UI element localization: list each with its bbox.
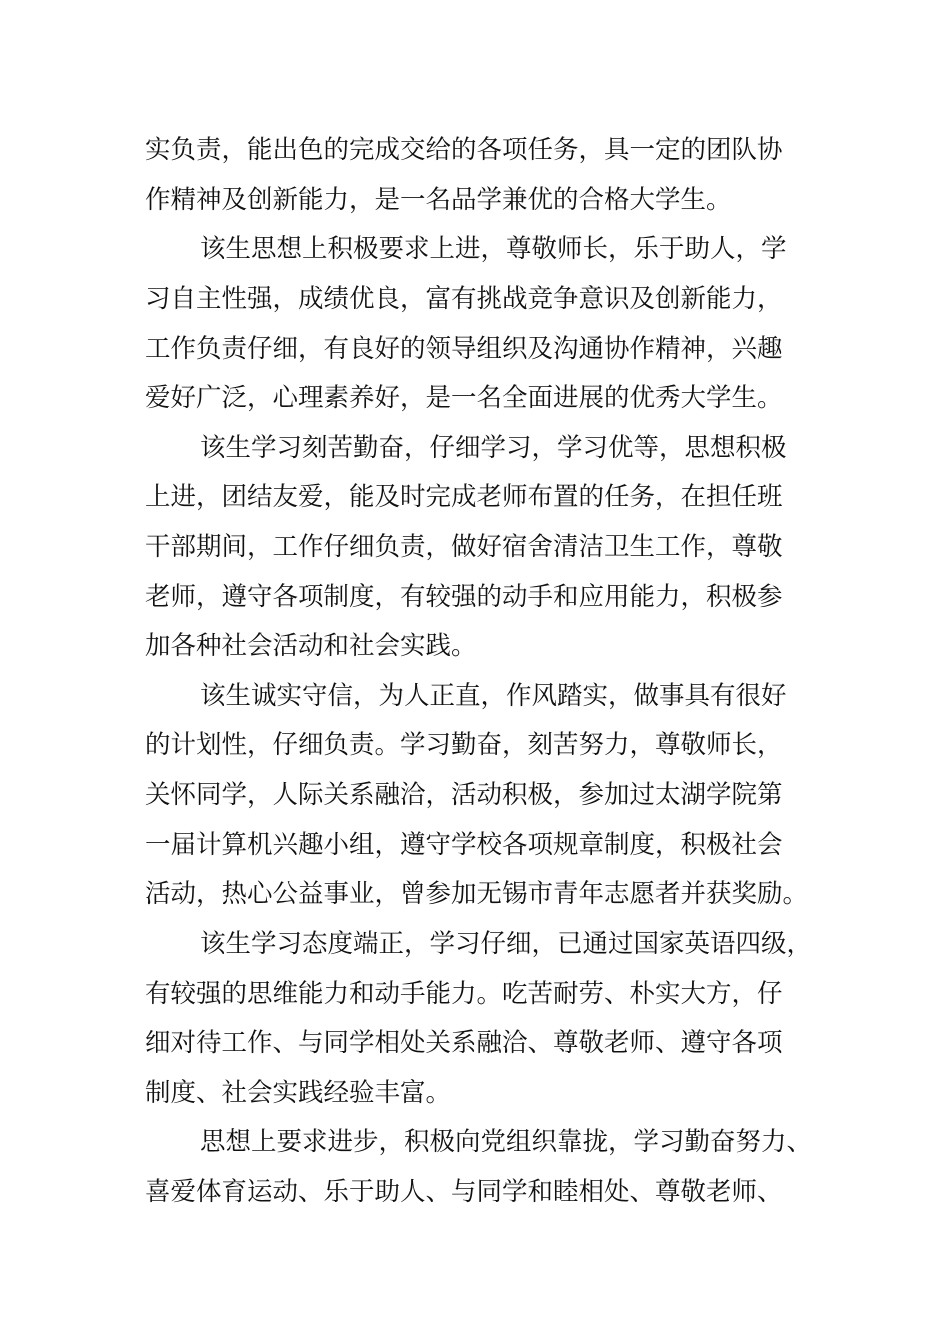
text-line: 喜爱体育运动、乐于助人、与同学和睦相处、尊敬老师、 xyxy=(145,1177,783,1207)
text-line: 关怀同学，人际关系融洽，活动积极，参加过太湖学院第 xyxy=(145,780,783,810)
text-line: 爱好广泛，心理素养好，是一名全面进展的优秀大学生。 xyxy=(145,383,783,413)
text-line: 实负责，能出色的完成交给的各项任务，具一定的团队协 xyxy=(145,135,783,165)
text-line: 活动，热心公益事业，曾参加无锡市青年志愿者并获奖励。 xyxy=(145,879,809,909)
text-line: 的计划性，仔细负责。学习勤奋，刻苦努力，尊敬师长， xyxy=(145,730,783,760)
text-line: 有较强的思维能力和动手能力。吃苦耐劳、朴实大方，仔 xyxy=(145,979,783,1009)
text-line: 习自主性强，成绩优良，富有挑战竞争意识及创新能力， xyxy=(145,284,783,314)
text-line: 细对待工作、与同学相处关系融洽、尊敬老师、遵守各项 xyxy=(145,1028,783,1058)
text-line: 作精神及创新能力，是一名品学兼优的合格大学生。 xyxy=(145,185,732,215)
paragraph-first-line: 该生思想上积极要求上进，尊敬师长，乐于助人，学 xyxy=(200,234,787,264)
text-line: 老师，遵守各项制度，有较强的动手和应用能力，积极参 xyxy=(145,582,783,612)
text-line: 工作负责仔细，有良好的领导组织及沟通协作精神，兴趣 xyxy=(145,334,783,364)
text-line: 上进，团结友爱，能及时完成老师布置的任务，在担任班 xyxy=(145,482,783,512)
paragraph-first-line: 该生学习刻苦勤奋，仔细学习，学习优等，思想积极 xyxy=(200,433,787,463)
text-line: 一届计算机兴趣小组，遵守学校各项规章制度，积极社会 xyxy=(145,830,783,860)
text-line: 加各种社会活动和社会实践。 xyxy=(145,631,477,661)
text-line: 干部期间，工作仔细负责，做好宿舍清洁卫生工作，尊敬 xyxy=(145,532,783,562)
paragraph-first-line: 该生诚实守信，为人正直，作风踏实，做事具有很好 xyxy=(200,681,787,711)
text-line: 制度、社会实践经验丰富。 xyxy=(145,1078,452,1108)
paragraph-first-line: 思想上要求进步，积极向党组织靠拢，学习勤奋努力、 xyxy=(200,1127,813,1157)
paragraph-first-line: 该生学习态度端正，学习仔细，已通过国家英语四级， xyxy=(200,929,813,959)
